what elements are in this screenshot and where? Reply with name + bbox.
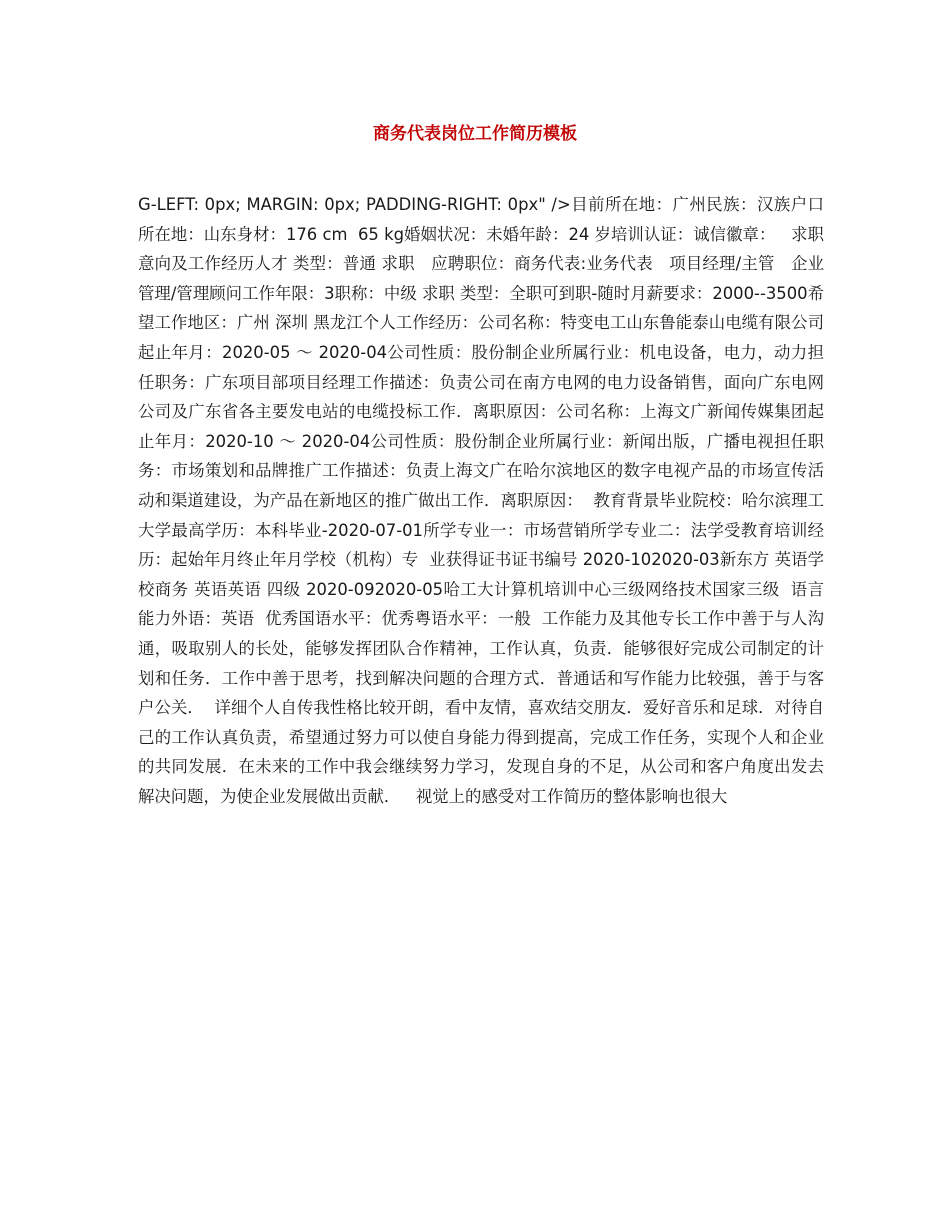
document-title: 商务代表岗位工作简历模板 — [373, 124, 577, 144]
document-body-text: G-LEFT: 0px; MARGIN: 0px; PADDING-RIGHT: 0px" />目前所在地：广州民族：汉族户口所在地：山东身材：176 cm 65 kg婚姻状况：未婚年龄：24 岁培训认证：诚信徽章： 求职 意向及工作经历人才 类型：普通 求职 应聘职位：商务代表:业务代表 项目经理/主管 企业管理/管理顾问工作年限：3职称：中级 求职 类型：全职可到职-随时月薪要求：2000--3500希望工作地区：广州 深圳 黑龙江个人工作经历：公司名称：特变电工山东鲁能泰山电缆有限公司起止年月：2020-05 ～ 2020-04公司性质：股份制企业所属行业：机电设备，电力，动力担任职务：广东项目部项目经理工作描述：负责公司在南方电网的电力设备销售，面向广东电网公司及广东省各主要发电站的电缆投标工作．离职原因：公司名称：上海文广新闻传媒集团起止年月：2020-10 ～ 2020-04公司性质：股份制企业所属行业：新闻出版，广播电视担任职务：市场策划和品牌推广工作描述：负责上海文广在哈尔滨地区的数字电视产品的市场宣传活动和渠道建设，为产品在新地区的推广做出工作．离职原因： 教育背景毕业院校：哈尔滨理工大学最高学历：本科毕业-2020-07-01所学专业一：市场营销所学专业二：法学受教育培训经历：起始年月终止年月学校（机构）专 业获得证书证书编号 2020-102020-03新东方 英语学校商务 英语英语 四级 2020-092020-05哈工大计算机培训中心三级网络技术国家三级 语言能力外语：英语 优秀国语水平：优秀粤语水平：一般 工作能力及其他专长工作中善于与人沟通，吸取别人的长处，能够发挥团队合作精神，工作认真，负责．能够很好完成公司制定的计划和任务．工作中善于思考，找到解决问题的合理方式．普通话和写作能力比较强，善于与客户公关． 详细个人自传我性格比较开朗，看中友情，喜欢结交朋友．爱好音乐和足球．对待自己的工作认真负责，希望通过努力可以使自身能力得到提高，完成工作任务，实现个人和企业的共同发展．在未来的工作中我会继续努力学习，发现自身的不足，从公司和客户角度出发去解决问题，为使企业发展做出贡献． 视觉上的感受对工作简历的整体影响也很大 — [138, 195, 830, 806]
